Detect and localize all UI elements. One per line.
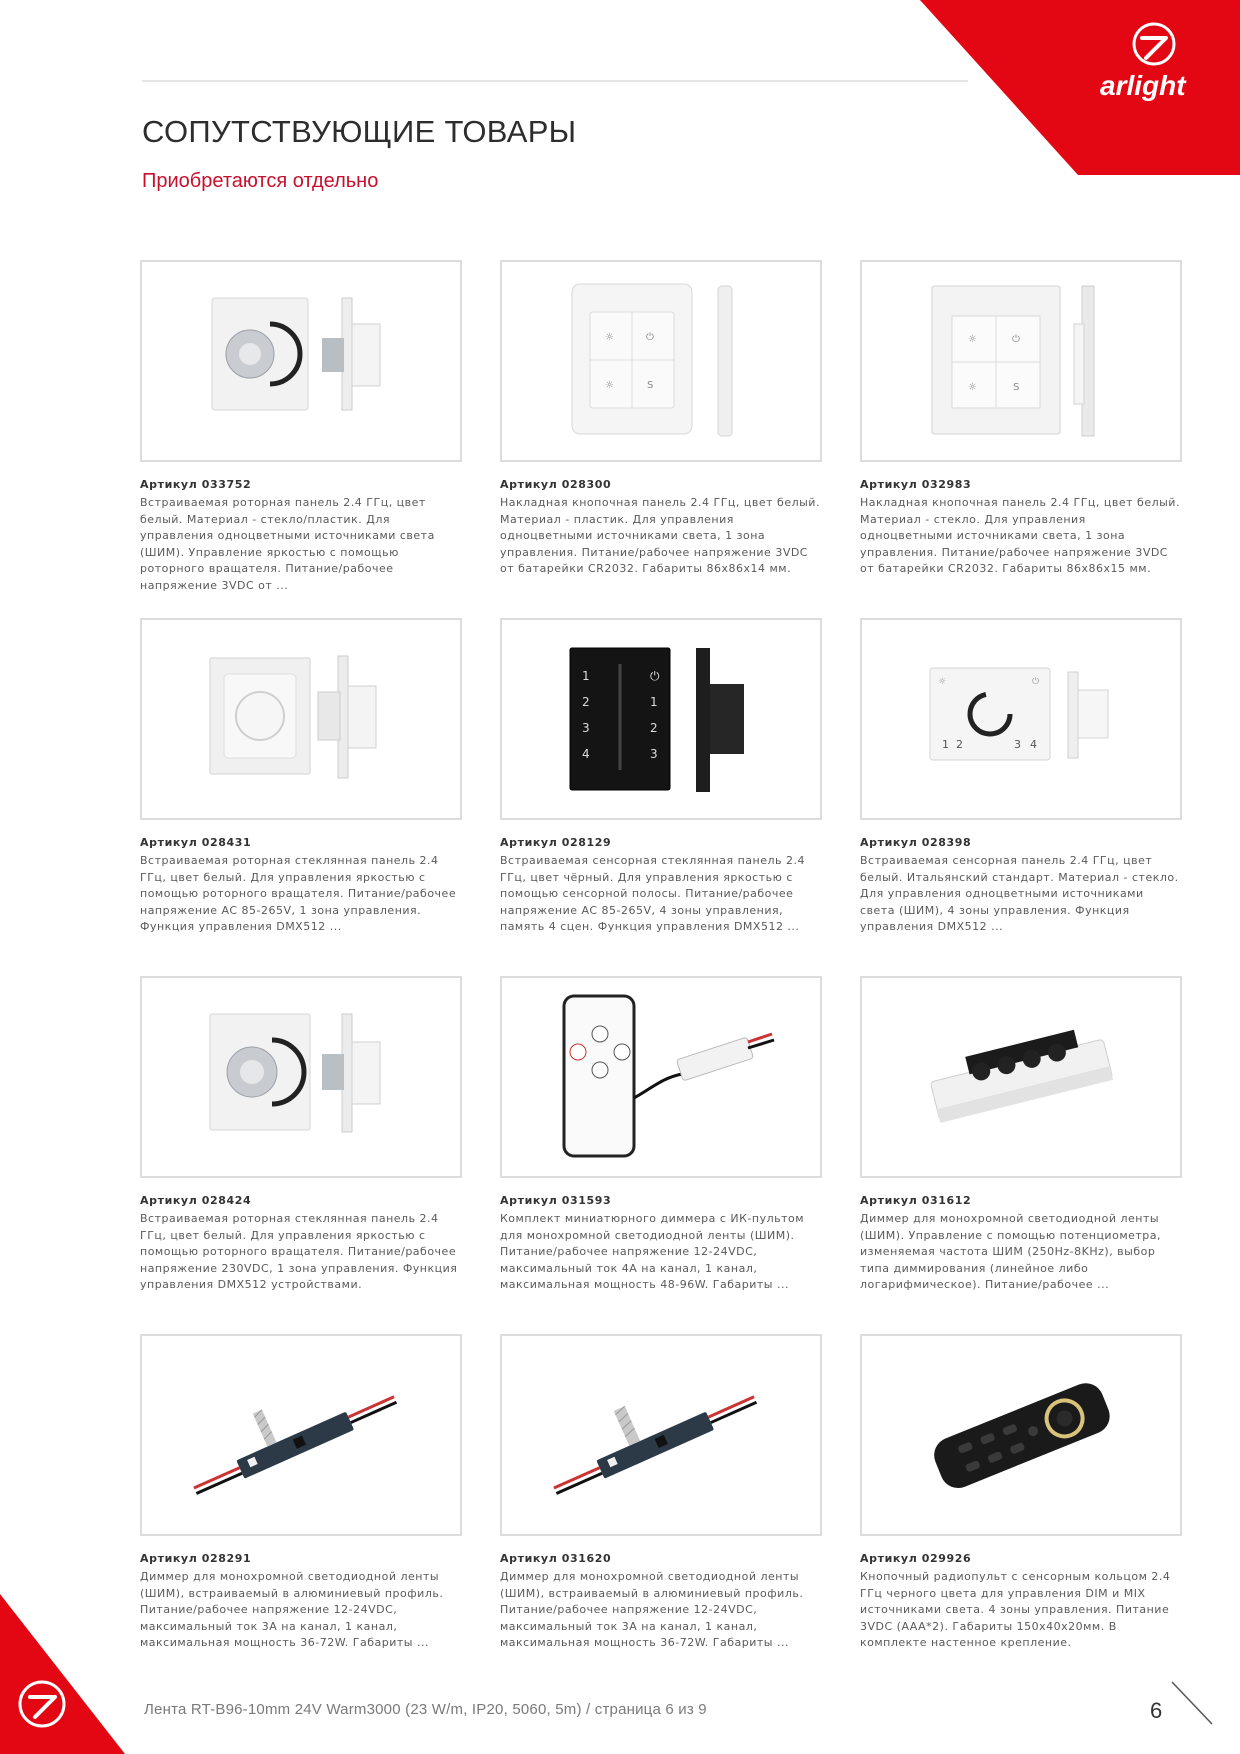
touch-ring-panel-icon xyxy=(862,620,1180,818)
ir-remote-dimmer-icon xyxy=(502,978,820,1176)
product-image[interactable] xyxy=(860,618,1182,820)
svg-text:1: 1 xyxy=(650,695,658,709)
product-sku: Артикул 028291 xyxy=(140,1552,252,1565)
rotary-panel-white-icon xyxy=(142,978,460,1176)
page-title: СОПУТСТВУЮЩИЕ ТОВАРЫ xyxy=(142,114,577,149)
product-description: Кнопочный радиопульт с сенсорным кольцом 2.4 ГГц черного цвета для управления DIM и MIX источниками света. 4 зоны управления. Питание 3VDC (AAA*2). Габариты 150x40x20мм. В комплекте настенное крепление. xyxy=(860,1570,1171,1650)
svg-text:⏻: ⏻ xyxy=(646,332,654,343)
product-card[interactable] xyxy=(140,260,462,618)
rotary-panel-white-icon xyxy=(142,262,460,460)
product-sku: Артикул 031620 xyxy=(500,1552,612,1565)
product-description: Диммер для монохромной светодиодной ленты (ШИМ). Управление с помощью потенциометра, изменяемая частота ШИМ (250Hz-8KHz), выбор типа диммирования (линейное либо логарифмическое). Питание/рабочее ... xyxy=(860,1212,1162,1292)
svg-text:2: 2 xyxy=(650,721,658,735)
page-subtitle: Приобретаются отдельно xyxy=(142,170,379,192)
touch-panel-black-icon xyxy=(502,620,820,818)
button-panel-glass-icon xyxy=(862,262,1180,460)
rotary-glass-panel-icon xyxy=(142,620,460,818)
product-sku: Артикул 031612 xyxy=(860,1194,972,1207)
svg-text:1: 1 xyxy=(582,669,590,683)
product-sku: Артикул 028398 xyxy=(860,836,972,849)
svg-text:3: 3 xyxy=(582,721,590,735)
product-description: Встраиваемая сенсорная стеклянная панель 2.4 ГГц, цвет чёрный. Для управления яркостью с помощью сенсорной полосы. Питание/рабочее напряжение AC 85-265V, 4 зоны управления, память 4 сцен. Функция управления DMX512 ... xyxy=(500,854,805,934)
product-sku: Артикул 028424 xyxy=(140,1194,252,1207)
product-card[interactable] xyxy=(500,618,822,976)
profile-dimmer-board-icon xyxy=(142,1336,460,1534)
svg-text:☼: ☼ xyxy=(605,380,614,391)
product-description: Встраиваемая сенсорная панель 2.4 ГГц, цвет белый. Итальянский стандарт. Материал - стекло. Для управления одноцветными источниками света (ШИМ), 4 зоны управления. Функция управления DMX512 ... xyxy=(860,854,1179,934)
svg-text:3: 3 xyxy=(650,747,658,761)
product-description: Комплект миниатюрного диммера с ИК-пультом для монохромной светодиодной ленты (ШИМ). Питание/рабочее напряжение 12-24VDC, максимальный ток 4A на канал, 1 канал, максимальная мощность 48-96W. Габариты ... xyxy=(500,1212,805,1292)
product-image[interactable] xyxy=(140,976,462,1178)
page-slash-icon xyxy=(1170,1680,1214,1726)
product-description: Встраиваемая роторная панель 2.4 ГГц, цвет белый. Материал - стекло/пластик. Для управления одноцветными источниками света (ШИМ). Управление яркостью с помощью роторного вращателя. Питание/рабочее напряжение 3VDC от ... xyxy=(140,496,435,592)
svg-text:☼: ☼ xyxy=(968,382,977,393)
product-image[interactable] xyxy=(140,618,462,820)
svg-text:1: 1 xyxy=(942,738,949,751)
product-card[interactable] xyxy=(860,976,1182,1334)
product-card[interactable] xyxy=(860,618,1182,976)
svg-text:S: S xyxy=(1013,382,1020,393)
svg-text:☼: ☼ xyxy=(968,334,977,345)
product-sku: Артикул 031593 xyxy=(500,1194,612,1207)
profile-dimmer-board-icon xyxy=(502,1336,820,1534)
product-description: Диммер для монохромной светодиодной ленты (ШИМ), встраиваемый в алюминиевый профиль. Питание/рабочее напряжение 12-24VDC, максимальный ток 3A на канал, 1 канал, максимальная мощность 36-72W. Габариты ... xyxy=(140,1570,444,1650)
product-sku: Артикул 029926 xyxy=(860,1552,972,1565)
product-description: Накладная кнопочная панель 2.4 ГГц, цвет белый. Материал - стекло. Для управления одноцветными источниками света, 1 зона управления. Питание/рабочее напряжение 3VDC от батарейки CR2032. Габариты 86x86x15 мм. xyxy=(860,496,1180,576)
product-card[interactable] xyxy=(860,260,1182,618)
product-description: Диммер для монохромной светодиодной ленты (ШИМ), встраиваемый в алюминиевый профиль. Питание/рабочее напряжение 12-24VDC, максимальный ток 3A на канал, 1 канал, максимальная мощность 36-72W. Габариты ... xyxy=(500,1570,804,1650)
product-sku: Артикул 028300 xyxy=(500,478,612,491)
svg-text:4: 4 xyxy=(582,747,590,761)
product-image[interactable] xyxy=(500,1334,822,1536)
svg-text:3: 3 xyxy=(1014,738,1021,751)
radio-remote-black-icon xyxy=(862,1336,1180,1534)
svg-text:arlight: arlight xyxy=(1100,70,1186,101)
product-card[interactable] xyxy=(500,976,822,1334)
products-grid xyxy=(140,260,1182,1692)
product-image[interactable] xyxy=(140,260,462,462)
arlight-logo xyxy=(920,0,1240,175)
svg-text:⏻: ⏻ xyxy=(650,669,660,683)
svg-text:2: 2 xyxy=(582,695,590,709)
svg-text:S: S xyxy=(647,380,654,391)
product-card[interactable] xyxy=(140,618,462,976)
svg-text:4: 4 xyxy=(1030,738,1037,751)
svg-text:☼: ☼ xyxy=(938,677,947,687)
svg-text:2: 2 xyxy=(956,738,963,751)
product-card[interactable] xyxy=(500,1334,822,1692)
product-description: Накладная кнопочная панель 2.4 ГГц, цвет белый. Материал - пластик. Для управления одноцветными источниками света, 1 зона управления. Питание/рабочее напряжение 3VDC от батарейки CR2032. Габариты 86x86x14 мм. xyxy=(500,496,820,576)
product-image[interactable] xyxy=(500,976,822,1178)
product-description: Встраиваемая роторная стеклянная панель 2.4 ГГц, цвет белый. Для управления яркостью с помощью роторного вращателя. Питание/рабочее напряжение 230VDC, 1 зона управления. Функция управления DMX512 устройствами. xyxy=(140,1212,458,1292)
product-image[interactable] xyxy=(500,260,822,462)
product-description: Встраиваемая роторная стеклянная панель 2.4 ГГц, цвет белый. Для управления яркостью с помощью роторного вращателя. Питание/рабочее напряжение AC 85-265V, 1 зона управления. Функция управления DMX512 ... xyxy=(140,854,457,934)
svg-text:⏻: ⏻ xyxy=(1032,677,1040,687)
product-card[interactable] xyxy=(140,1334,462,1692)
product-card[interactable] xyxy=(860,1334,1182,1692)
product-image[interactable] xyxy=(860,1334,1182,1536)
product-card[interactable] xyxy=(140,976,462,1334)
product-sku: Артикул 028431 xyxy=(140,836,252,849)
footer-product-line: Лента RT-B96-10mm 24V Warm3000 (23 W/m, IP20, 5060, 5m) / страница 6 из 9 xyxy=(144,1701,707,1718)
product-sku: Артикул 032983 xyxy=(860,478,972,491)
button-panel-plastic-icon xyxy=(502,262,820,460)
svg-text:☼: ☼ xyxy=(605,332,614,343)
potentiometer-dimmer-icon xyxy=(862,978,1180,1176)
product-image[interactable] xyxy=(860,260,1182,462)
product-card[interactable] xyxy=(500,260,822,618)
product-image[interactable] xyxy=(500,618,822,820)
product-image[interactable] xyxy=(140,1334,462,1536)
svg-text:⏻: ⏻ xyxy=(1012,334,1020,345)
product-image[interactable] xyxy=(860,976,1182,1178)
page-number: 6 xyxy=(1150,1698,1163,1723)
arlight-corner-mark xyxy=(0,1594,125,1754)
product-sku: Артикул 033752 xyxy=(140,478,252,491)
product-sku: Артикул 028129 xyxy=(500,836,612,849)
header-divider xyxy=(142,80,968,82)
